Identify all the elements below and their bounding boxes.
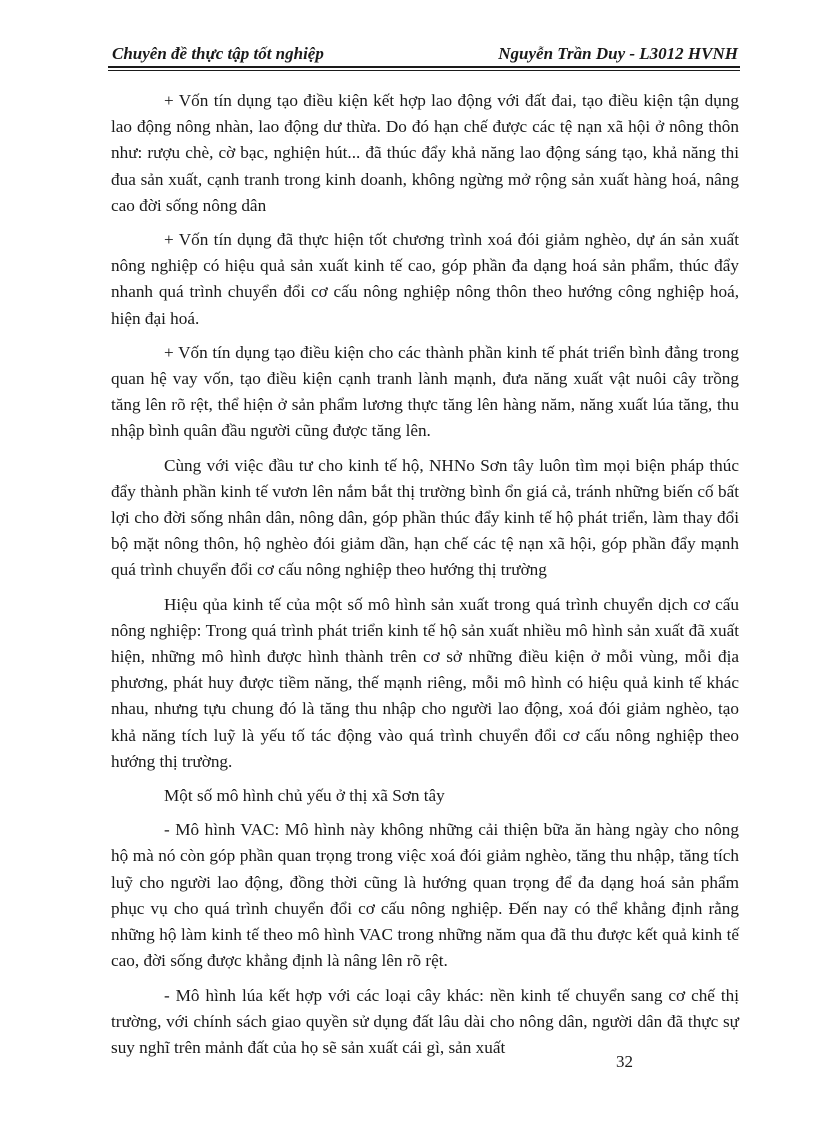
paragraph: + Vốn tín dụng đã thực hiện tốt chương trình xoá đói giảm nghèo, dự án sản xuất nông nghiệp có hiệu quả sản xuất kinh tế cao, góp phần đa dạng hoá sản phẩm, thúc đẩy nhanh quá trình chuyển đổi cơ cấu nông nghiệp nông thôn theo hướng công nghiệp hoá, hiện đại hoá. bbox=[111, 230, 739, 328]
header-divider-thick bbox=[108, 66, 740, 68]
header-divider-thin bbox=[108, 70, 740, 71]
page-number: 32 bbox=[616, 1052, 633, 1071]
paragraph: - Mô hình VAC: Mô hình này không những cải thiện bữa ăn hàng ngày cho nông hộ mà nó còn góp phần quan trọng trong việc xoá đói giảm nghèo, tăng thu nhập, tăng tích luỹ cho người lao động, đồng thời cũng là hướng quan trọng để đa dạng hoá sản phẩm phục vụ cho quá trình chuyển đổi cơ cấu nông nghiệp. Đến nay có thể khẳng định rằng những hộ làm kinh tế theo mô hình VAC trong những năm qua đã thu được kết quả kinh tế cao, đời sống được khẳng định là nâng lên rõ rệt. bbox=[111, 820, 739, 971]
document-body bbox=[111, 88, 739, 1069]
page-header bbox=[112, 44, 738, 64]
header-left-title: Chuyên đề thực tập tốt nghiệp bbox=[112, 44, 324, 63]
paragraph: + Vốn tín dụng tạo điều kiện kết hợp lao động với đất đai, tạo điều kiện tận dụng lao động nông nhàn, lao động dư thừa. Do đó hạn chế được các tệ nạn xã hội ở nông thôn như: rượu chè, cờ bạc, nghiện hút... đã thúc đẩy khả năng lao động sáng tạo, khả năng thi đua sản xuất, cạnh tranh trong kinh doanh, không ngừng mở rộng sản xuất hàng hoá, nâng cao đời sống nông dân bbox=[111, 91, 739, 215]
header-right-author: Nguyễn Trần Duy - L3012 HVNH bbox=[498, 44, 738, 63]
paragraph: Một số mô hình chủ yếu ở thị xã Sơn tây bbox=[164, 786, 445, 806]
paragraph: Cùng với việc đầu tư cho kinh tế hộ, NHNo Sơn tây luôn tìm mọi biện pháp thúc đẩy thành phần kinh tế vươn lên nắm bắt thị trường bình ổn giá cả, tránh những biến cố bất lợi cho đời sống nhân dân, nông dân, góp phần thúc đẩy kinh tế hộ phát triển, làm thay đổi bộ mặt nông thôn, hộ nghèo đói giảm dần, hạn chế các tệ nạn xã hội, góp phần đẩy mạnh quá trình chuyển đổi cơ cấu nông nghiệp theo hướng thị trường bbox=[111, 455, 739, 580]
paragraph: + Vốn tín dụng tạo điều kiện cho các thành phần kinh tế phát triển bình đẳng trong quan hệ vay vốn, tạo điều kiện cạnh tranh lành mạnh, đưa năng xuất vật nuôi cây trồng tăng lên rõ rệt, thể hiện ở sản phẩm lương thực tăng lên hàng năm, năng xuất lúa tăng, thu nhập bình quân đầu người cũng được tăng lên. bbox=[111, 342, 739, 441]
paragraph: - Mô hình lúa kết hợp với các loại cây khác: nền kinh tế chuyển sang cơ chế thị trường, với chính sách giao quyền sử dụng đất lâu dài cho nông dân, người dân đã thực sự suy nghĩ trên mảnh đất của họ sẽ sản xuất cái gì, sản xuất bbox=[111, 985, 739, 1057]
paragraph: Hiệu qủa kinh tế của một số mô hình sản xuất trong quá trình chuyển dịch cơ cấu nông nghiệp: Trong quá trình phát triển kinh tế hộ sản xuất nhiều mô hình sản xuất đã xuất hiện, những mô hình được hình thành trên cơ sở những điều kiện ở mỗi vùng, mỗi địa phương, phát huy được tiềm năng, thế mạnh riêng, mỗi mô hình có hiệu quả kinh tế khác nhau, nhưng tựu chung đó là tăng thu nhập cho người lao động, xoá đói giảm nghèo, tạo khả năng tích luỹ là yếu tố tác động vào quá trình chuyển đổi cơ cấu nông nghiệp theo hướng thị trường. bbox=[111, 594, 739, 771]
